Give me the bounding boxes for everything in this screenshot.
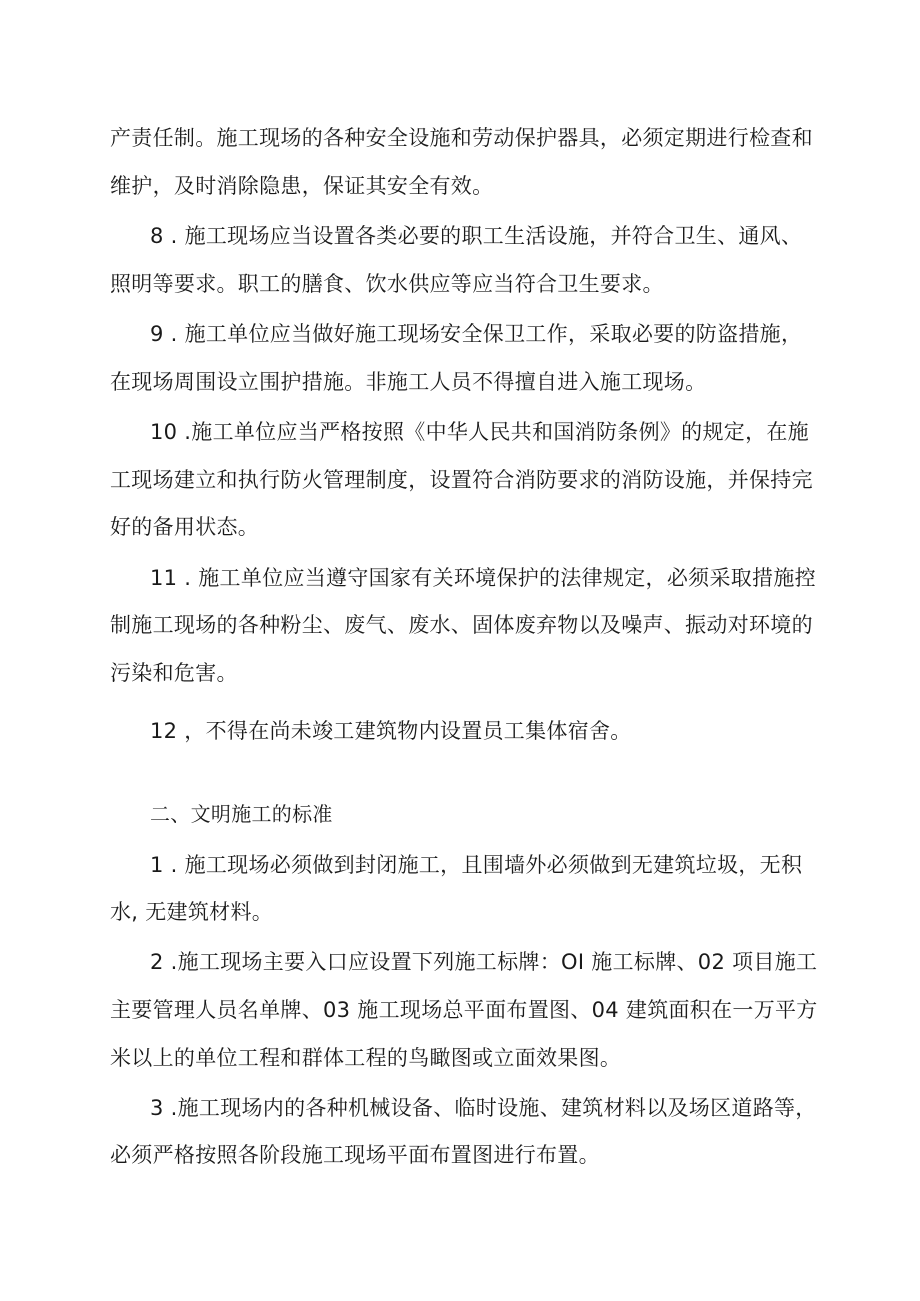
std-item-2-line-1: 2 .施工现场主要入口应设置下列施工标牌：OI 施工标牌、02 项目施工 xyxy=(150,950,818,974)
item-11-line-2: 制施工现场的各种粉尘、废气、废水、固体废弃物以及噪声、振动对环境的 xyxy=(110,613,813,637)
std-item-3-line-1: 3 .施工现场内的各种机械设备、临时设施、建筑材料以及场区道路等， xyxy=(150,1096,817,1120)
item-10-line-1: 10 .施工单位应当严格按照《中华人民共和国消防条例》的规定，在施 xyxy=(150,420,809,444)
std-item-3-line-2: 必须严格按照各阶段施工现场平面布置图进行布置。 xyxy=(110,1143,600,1167)
std-item-2-line-2: 主要管理人员名单牌、03 施工现场总平面布置图、04 建筑面积在一万平方 xyxy=(110,998,818,1022)
item-12-line-1: 12 ，不得在尚未竣工建筑物内设置员工集体宿舍。 xyxy=(150,719,632,743)
std-item-1-line-1: 1 . 施工现场必须做到封闭施工，且围墙外必须做到无建筑垃圾，无积 xyxy=(150,853,803,877)
item-10-line-3: 好的备用状态。 xyxy=(110,515,260,539)
item-9-line-1: 9 . 施工单位应当做好施工现场安全保卫工作，采取必要的防盗措施， xyxy=(150,322,803,346)
item-10-line-2: 工现场建立和执行防火管理制度，设置符合消防要求的消防设施，并保持完 xyxy=(110,468,813,492)
section-heading: 二、文明施工的标准 xyxy=(150,802,333,826)
item-8-line-1: 8 . 施工现场应当设置各类必要的职工生活设施，并符合卫生、通风、 xyxy=(150,224,803,248)
item-8-line-2: 照明等要求。职工的膳食、饮水供应等应当符合卫生要求。 xyxy=(110,272,664,296)
text-line-2: 维护，及时消除隐患，保证其安全有效。 xyxy=(110,174,494,198)
text-line-1: 产责任制。施工现场的各种安全设施和劳动保护器具，必须定期进行检查和 xyxy=(110,126,813,150)
item-11-line-3: 污染和危害。 xyxy=(110,661,238,685)
item-11-line-1: 11 . 施工单位应当遵守国家有关环境保护的法律规定，必须采取措施控 xyxy=(150,566,816,590)
std-item-1-line-2: 水, 无建筑材料。 xyxy=(110,900,274,924)
item-9-line-2: 在现场周围设立围护措施。非施工人员不得擅自进入施工现场。 xyxy=(110,370,707,394)
std-item-2-line-3: 米以上的单位工程和群体工程的鸟瞰图或立面效果图。 xyxy=(110,1046,622,1070)
